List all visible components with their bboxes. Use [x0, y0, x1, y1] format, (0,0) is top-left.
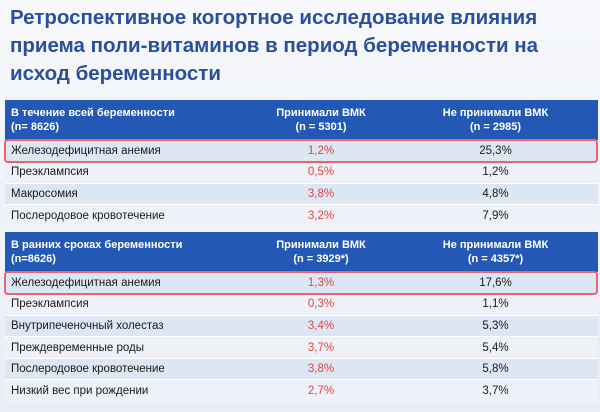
row-took-value: 2,7%: [249, 380, 393, 402]
row-took-value: 3,8%: [249, 358, 393, 380]
table-row: [5, 140, 598, 162]
row-outcome: Преждевременные роды: [5, 337, 249, 359]
row-not-took-value: 25,3%: [393, 140, 598, 162]
table-row: [5, 294, 598, 316]
row-not-took-value: 3,7%: [393, 380, 598, 402]
header-not-took-label: Не принимали ВМК: [442, 238, 549, 251]
header-took-n: (n = 3929*): [293, 252, 349, 265]
header-took-label: Принимали ВМК: [276, 238, 366, 251]
row-took-value: 3,8%: [249, 183, 393, 205]
table-early-pregnancy: [5, 232, 598, 402]
header-period: [5, 232, 249, 272]
header-took-n: (n = 5301): [295, 120, 347, 133]
row-not-took-value: 5,3%: [393, 315, 598, 337]
row-outcome: Послеродовое кровотечение: [5, 205, 249, 227]
slide-title: Ретроспективное когортное исследование влияния приема поли-витаминов в период беременности на исход беременности: [10, 6, 539, 85]
row-not-took-value: 4,8%: [393, 183, 598, 205]
row-not-took-value: 5,4%: [393, 337, 598, 359]
header-period-label: В ранних сроках беременности: [11, 238, 183, 251]
row-outcome: Макросомия: [5, 183, 249, 205]
row-outcome: Железодефицитная анемия: [5, 140, 249, 162]
header-not-took: [393, 232, 598, 272]
row-took-value: 3,4%: [249, 315, 393, 337]
row-outcome: Преэклампсия: [5, 162, 249, 184]
row-outcome: Преэклампсия: [5, 294, 249, 316]
table-row: [5, 337, 598, 359]
row-outcome: Низкий вес при рождении: [5, 380, 249, 402]
table-row: [5, 272, 598, 294]
table-row: [5, 205, 598, 227]
header-took: [249, 232, 393, 272]
header-not-took-n: (n = 4357*): [467, 252, 524, 265]
table-header-row: [5, 100, 598, 140]
header-took-label: Принимали ВМК: [276, 106, 366, 119]
header-period-label: В течение всей беременности: [11, 106, 175, 119]
row-took-value: 1,2%: [249, 140, 393, 162]
table-whole-pregnancy: [5, 100, 598, 226]
row-not-took-value: 1,2%: [393, 162, 598, 184]
header-not-took-n: (n = 2985): [469, 120, 522, 133]
table-row: [5, 183, 598, 205]
row-not-took-value: 7,9%: [393, 205, 598, 227]
table-header-row: [5, 232, 598, 272]
row-took-value: 3,7%: [249, 337, 393, 359]
header-period-n: (n=8626): [11, 252, 56, 265]
table-row: [5, 380, 598, 402]
header-took: [249, 100, 393, 140]
row-outcome: Послеродовое кровотечение: [5, 358, 249, 380]
row-took-value: 0,5%: [249, 162, 393, 184]
header-not-took: [393, 100, 598, 140]
row-outcome: Железодефицитная анемия: [5, 272, 249, 294]
row-took-value: 3,2%: [249, 205, 393, 227]
header-period: [5, 100, 249, 140]
row-took-value: 1,3%: [249, 272, 393, 294]
row-not-took-value: 17,6%: [393, 272, 598, 294]
table-row: [5, 162, 598, 184]
table-row: [5, 358, 598, 380]
header-period-n: (n= 8626): [11, 120, 59, 133]
row-outcome: Внутрипеченочный холестаз: [5, 315, 249, 337]
row-not-took-value: 1,1%: [393, 294, 598, 316]
row-took-value: 0,3%: [249, 294, 393, 316]
header-not-took-label: Не принимали ВМК: [442, 106, 549, 119]
row-not-took-value: 5,8%: [393, 358, 598, 380]
table-row: [5, 315, 598, 337]
